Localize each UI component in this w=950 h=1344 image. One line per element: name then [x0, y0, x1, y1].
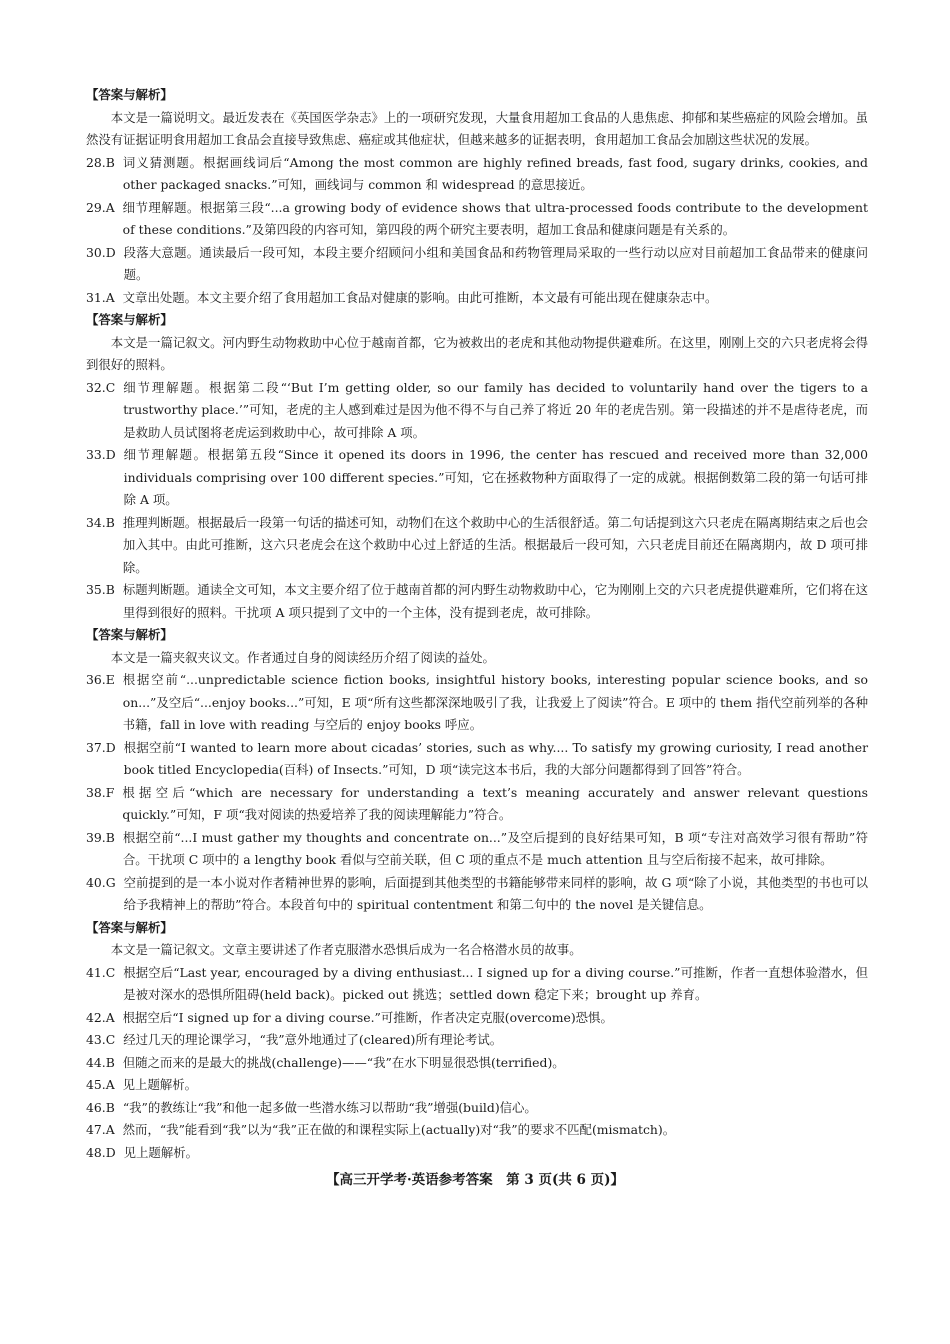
question-label — [86, 737, 124, 782]
explanation-text: 段落大意题。通读最后一段可知，本段主要介绍顾问小组和美国食品和药物管理局采取的一些行动以应对目前超加工食品带来的健康问题。 — [123, 244, 868, 282]
answer-letter: B — [105, 582, 115, 597]
question-number: 41. — [86, 964, 106, 980]
answer-item — [86, 197, 868, 242]
question-number: 38. — [86, 784, 106, 800]
answer-letter: B — [105, 1054, 115, 1070]
section-header: 【答案与解析】 — [86, 919, 173, 935]
question-number: 47. — [86, 1122, 106, 1137]
page-footer: 【高三开学考·英语参考答案 第 3 页(共 6 页)】 — [325, 1172, 625, 1188]
answer-letter: A — [105, 1077, 115, 1092]
explanation-text: 根据空前“...unpredictable science fiction books, insightful history books, interesting popular science books, and so on...”及空后“...enjoy books...”可知，E 项“所有这些都深深地吸引了我，让我爱上了阅读”符合。E 项中的 them 指代空前列举的各种书籍，fall in love with reading 与空后的 enjoy books 呼应。 — [122, 672, 868, 732]
answer-letter: A — [105, 1009, 115, 1025]
explanation-text: 然而，“我”能看到“我”以为“我”正在做的和课程实际上(actually)对“我”的要求不匹配(mismatch)。 — [122, 1122, 676, 1137]
explanation-text: 词义猜测题。根据画线词后“Among the most common are highly refined breads, fast food, sugary drinks, cookies, and other packaged snacks.”可知，画线词与 common 和 widespread 的意思接近。 — [122, 154, 868, 192]
answer-section — [86, 84, 868, 309]
answer-letter: C — [105, 379, 116, 395]
answer-letter: A — [105, 199, 115, 215]
answer-item — [86, 1119, 868, 1142]
question-number: 40. — [86, 874, 106, 890]
question-number: 45. — [86, 1077, 106, 1092]
question-label — [86, 512, 123, 580]
answer-letter: E — [105, 672, 115, 687]
explanation-text: 空前提到的是一本小说对作者精神世界的影响，后面提到其他类型的书籍能够带来同样的影响，故 G 项“除了小说，其他类型的书也可以给予我精神上的帮助”符合。本段首句中的 spiritual contentment 和第二句中的 the novel 是关键信息。 — [123, 874, 868, 912]
answer-letter: A — [105, 289, 115, 305]
explanation-text: 见上题解析。 — [122, 1077, 198, 1092]
question-label — [86, 872, 124, 917]
question-label — [86, 827, 123, 872]
answer-item — [86, 1029, 868, 1052]
passage-summary: 本文是一篇夹叙夹议文。作者通过自身的阅读经历介绍了阅读的益处。 — [110, 649, 495, 665]
explanation-text: 根据空后“Last year, encouraged by a diving enthusiast... I signed up for a diving course.”可推断，作者一直想体验潜水，但是被对深水的恐惧所阻碍(held back)。picked out 挑选；settled down 稳定下来；brought up 养育。 — [123, 964, 868, 1002]
question-number: 43. — [86, 1032, 106, 1047]
answer-item — [86, 1142, 868, 1165]
answer-letter: B — [105, 829, 115, 845]
answer-letter: B — [105, 514, 115, 530]
question-label — [86, 377, 123, 445]
answer-letter: D — [105, 244, 116, 260]
explanation-text: 根据空后“which are necessary for understanding a text’s meaning accurately and answer relevant questions quickly.”可知，F 项“我对阅读的热爱培养了我的阅读理解能力”符合。 — [122, 784, 868, 822]
question-number: 34. — [86, 514, 106, 530]
question-number: 31. — [86, 289, 106, 305]
question-number: 46. — [86, 1099, 106, 1115]
answer-item — [86, 1007, 868, 1030]
question-label — [86, 1142, 124, 1165]
answer-section — [86, 624, 868, 917]
explanation-text: 细节理解题。根据第三段“...a growing body of evidence shows that ultra-processed foods contribute to the development of these conditions.”及第四段的内容可知，第四段的两个研究主要表明，超加工食品和健康问题是有关系的。 — [122, 199, 868, 237]
explanation-text: 细节理解题。根据第五段“Since it opened its doors in 1996, the center has rescued and received more than 32,000 individuals comprising over 100 different species.”可知，它在拯救物种方面取得了一定的成就。根据倒数第二段的第一句话可排除 A 项。 — [123, 447, 868, 507]
question-label — [86, 287, 123, 310]
question-number: 44. — [86, 1054, 106, 1070]
answer-item — [86, 579, 868, 624]
question-number: 35. — [86, 582, 106, 597]
answer-letter: F — [105, 784, 115, 800]
answer-item — [86, 872, 868, 917]
question-label — [86, 444, 124, 512]
answer-item — [86, 962, 868, 1007]
question-number: 32. — [86, 379, 106, 395]
answer-item — [86, 1097, 868, 1120]
question-label — [86, 1052, 123, 1075]
answer-letter: C — [105, 1032, 116, 1047]
answer-letter: G — [105, 874, 116, 890]
answer-item — [86, 444, 868, 512]
answer-letter: B — [105, 1099, 115, 1115]
answer-item — [86, 1074, 868, 1097]
explanation-text: 根据空前“I wanted to learn more about cicadas’ stories, such as why.... To satisfy my growing curiosity, I read another book titled Encyclopedia(百科) of Insects.”可知，D 项“读完这本书后，我的大部分问题都得到了回答”符合。 — [123, 739, 868, 777]
explanation-text: 但随之而来的是最大的挑战(challenge)——“我”在水下明显很恐惧(terrified)。 — [122, 1054, 565, 1070]
section-header: 【答案与解析】 — [86, 312, 173, 327]
section-header: 【答案与解析】 — [86, 87, 173, 102]
answer-item — [86, 782, 868, 827]
question-number: 48. — [86, 1144, 106, 1160]
question-label — [86, 1007, 123, 1030]
answer-section — [86, 309, 868, 624]
passage-summary: 本文是一篇说明文。最近发表在《英国医学杂志》上的一项研究发现，大量食用超加工食品的人患焦虑、抑郁和某些癌症的风险会增加。虽然没有证据证明食用超加工食品会直接导致焦虑、癌症或其他症状，但越来越多的证据表明，食用超加工食品会加剧这些状况的发展。 — [86, 109, 868, 147]
answer-letter: D — [105, 739, 116, 755]
question-number: 37. — [86, 739, 106, 755]
passage-summary: 本文是一篇记叙文。文章主要讲述了作者克服潜水恐惧后成为一名合格潜水员的故事。 — [110, 942, 582, 957]
answer-item — [86, 737, 868, 782]
question-label — [86, 1097, 123, 1120]
question-number: 39. — [86, 829, 106, 845]
answer-item — [86, 152, 868, 197]
question-number: 30. — [86, 244, 106, 260]
question-label — [86, 962, 123, 1007]
answer-item — [86, 242, 868, 287]
question-number: 29. — [86, 199, 106, 215]
question-label — [86, 242, 124, 287]
answer-section — [86, 917, 868, 1165]
question-label — [86, 197, 123, 242]
answer-item — [86, 287, 868, 310]
answer-item — [86, 377, 868, 445]
answer-item — [86, 512, 868, 580]
explanation-text: 标题判断题。通读全文可知，本文主要介绍了位于越南首都的河内野生动物救助中心，它为刚刚上交的六只老虎提供避难所，它们将在这里得到很好的照料。干扰项 A 项只提到了文中的一个主体，没有提到老虎，故可排除。 — [122, 582, 868, 620]
answer-letter: D — [105, 447, 116, 462]
explanation-text: 文章出处题。本文主要介绍了食用超加工食品对健康的影响。由此可推断，本文最有可能出现在健康杂志中。 — [122, 289, 718, 305]
answer-item — [86, 1052, 868, 1075]
explanation-text: 根据空后“I signed up for a diving course.”可推断，作者决定克服(overcome)恐惧。 — [122, 1009, 613, 1025]
question-label — [86, 669, 123, 737]
answer-content — [86, 84, 868, 1164]
explanation-text: “我”的教练让“我”和他一起多做一些潜水练习以帮助“我”增强(build)信心。 — [122, 1099, 537, 1115]
explanation-text: 推理判断题。根据最后一段第一句话的描述可知，动物们在这个救助中心的生活很舒适。第二句话提到这六只老虎在隔离期结束之后也会加入其中。由此可推断，这六只老虎会在这个救助中心过上舒适的生活。根据最后一段可知，六只老虎目前还在隔离期内，故 D 项可排除。 — [122, 514, 868, 575]
question-number: 33. — [86, 447, 106, 462]
question-number: 36. — [86, 672, 106, 687]
question-label — [86, 1074, 123, 1097]
answer-item — [86, 669, 868, 737]
answer-letter: A — [105, 1122, 115, 1137]
passage-summary: 本文是一篇记叙文。河内野生动物救助中心位于越南首都，它为被救出的老虎和其他动物提供避难所。在这里，刚刚上交的六只老虎将会得到很好的照料。 — [86, 334, 868, 372]
explanation-text: 见上题解析。 — [123, 1144, 198, 1160]
question-number: 28. — [86, 154, 106, 170]
explanation-text: 细节理解题。根据第二段“‘But I’m getting older, so our family has decided to voluntarily hand over the tigers to a trustworthy place.’”可知，老虎的主人感到难过是因为他不得不与自己养了将近 20 年的老虎告别。第一段描述的并不是虐待老虎，而是救助人员试图将老虎运到救助中心，故可排除 A 项。 — [123, 379, 868, 440]
question-label — [86, 1119, 123, 1142]
question-label — [86, 1029, 123, 1052]
answer-letter: C — [105, 964, 116, 980]
explanation-text: 经过几天的理论课学习，“我”意外地通过了(cleared)所有理论考试。 — [123, 1032, 503, 1047]
question-number: 42. — [86, 1009, 106, 1025]
question-label — [86, 579, 123, 624]
answer-letter: B — [105, 154, 115, 170]
question-label — [86, 782, 122, 827]
question-label — [86, 152, 123, 197]
answer-letter: D — [105, 1144, 116, 1160]
section-header: 【答案与解析】 — [86, 627, 173, 642]
answer-item — [86, 827, 868, 872]
explanation-text: 根据空前“...I must gather my thoughts and concentrate on...”及空后提到的良好结果可知，B 项“专注对高效学习很有帮助”符合。干扰项 C 项中的 a lengthy book 看似与空前关联，但 C 项的重点不是 much attention 且与空后衔接不起来，故可排除。 — [122, 829, 868, 867]
